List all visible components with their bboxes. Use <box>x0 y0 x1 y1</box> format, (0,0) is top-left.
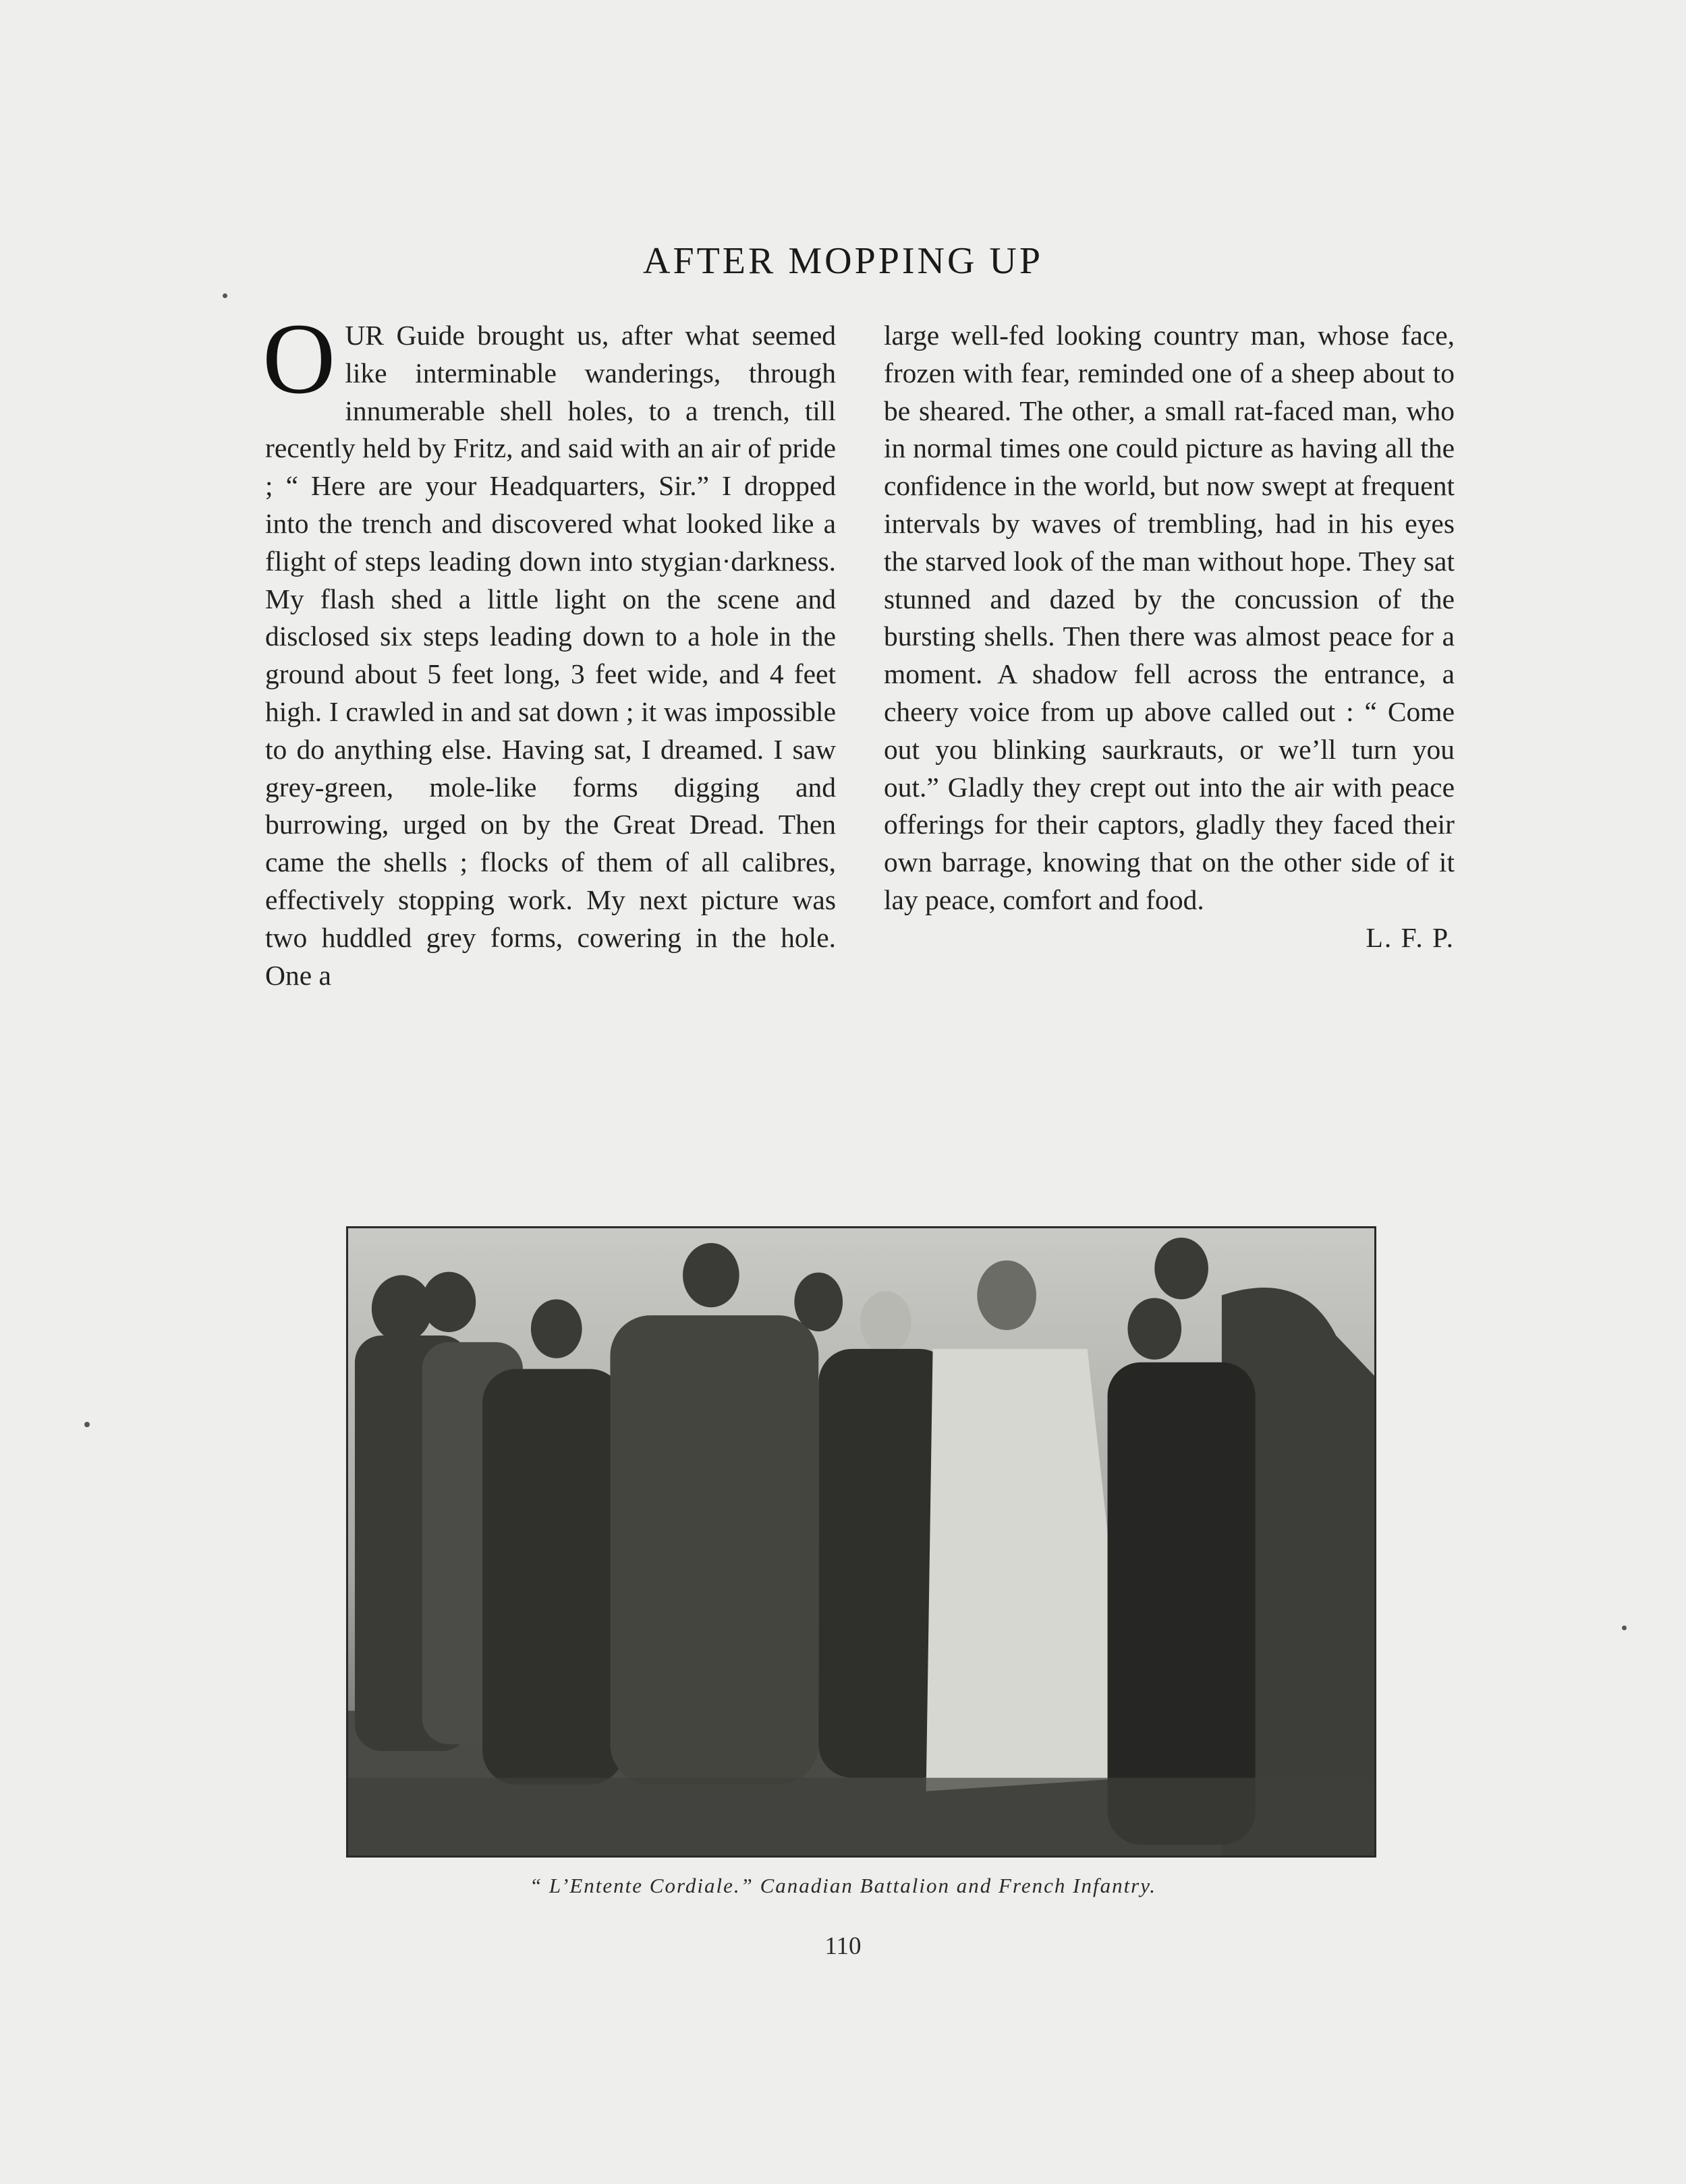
article-title: AFTER MOPPING UP <box>643 240 1043 282</box>
drop-cap: O <box>262 303 336 415</box>
photograph-image <box>348 1228 1374 1856</box>
left-column <box>262 303 836 994</box>
photograph-soldiers <box>346 1226 1376 1858</box>
paper-speck <box>84 1422 90 1427</box>
paper-speck <box>1622 1626 1627 1630</box>
author-signature: L. F. P. <box>1366 921 1455 953</box>
page-number: 110 <box>824 1932 862 1960</box>
paper-speck <box>223 293 227 298</box>
left-column-text: UR Guide brought us, after what seemed like interminable wanderings, through innumerable shell holes, to a trench, till recently held by Fritz, and said with an air of pride ; “ Here are your Headquarters, Sir.” I dropped into the trench and discovered what looked like a flight of steps leading down into stygian·darkness. My flash shed a little light on the scene and disclosed six steps leading down to a hole in the ground about 5 feet long, 3 feet wide, and 4 feet high. I crawled in and sat down ; it was impossible to do anything else. Having sat, I dreamed. I saw grey-green, mole-like forms digging and burrowing, urged on by the Great Dread. Then came the shells ; flocks of them of all calibres, effectively stopping work. My next picture was two huddled grey forms, cowering in the hole. One a <box>265 320 836 991</box>
right-column-text: large well-fed looking country man, whose face, frozen with fear, reminded one of a sheep about to be sheared. The other, a small rat-faced man, who in normal times one could picture as having all the confidence in the world, but now swept at frequent intervals by waves of trembling, had in his eyes the starved look of the man without hope. They sat stunned and dazed by the concussion of the bursting shells. Then there was almost peace for a moment. A shadow fell across the entrance, a cheery voice from up above called out : “ Come out you blinking saurkrauts, or we’ll turn you out.” Gladly they crept out into the air with peace offerings for their captors, gladly they faced their own barrage, knowing that on the other side of it lay peace, comfort and food. <box>884 320 1455 915</box>
photo-caption: “ L’Entente Cordiale.” Canadian Battalion and French Infantry. <box>529 1874 1157 1897</box>
left-column-paragraph <box>262 303 836 994</box>
right-column <box>884 317 1455 957</box>
